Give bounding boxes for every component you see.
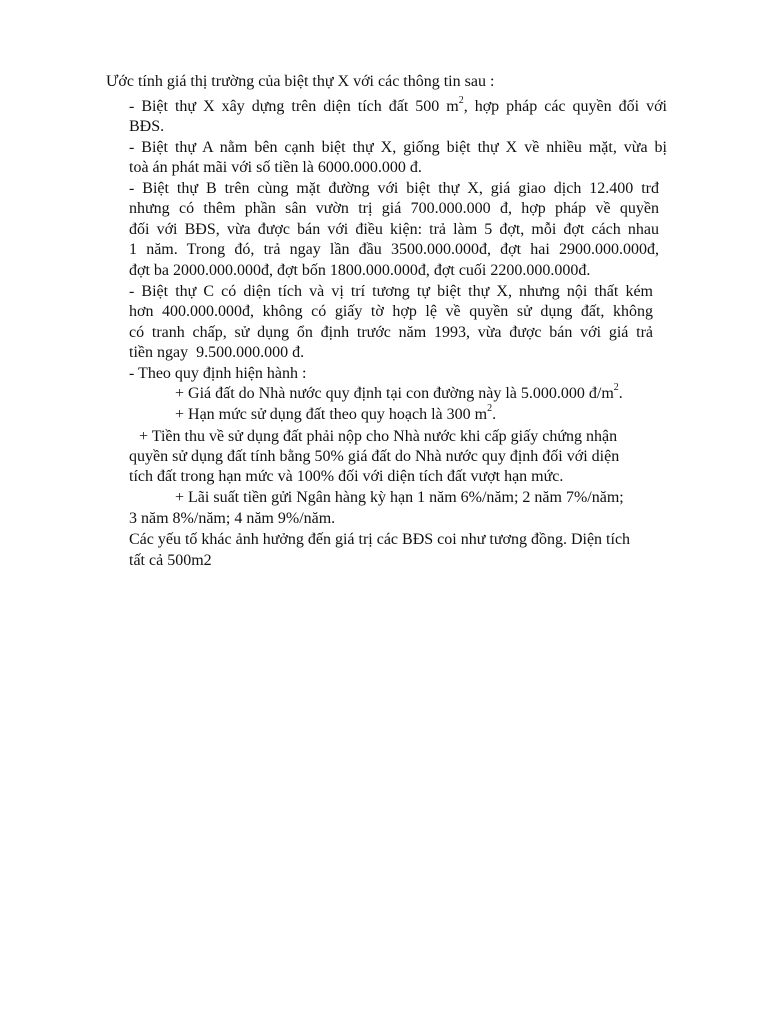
item-b-line-3: đối với BĐS, vừa được bán với điều kiện: trả làm 5 đợt, mỗi đợt cách nhau [129, 221, 659, 238]
item-x-text-a: - Biệt thự X xây dựng trên diện tích đất 500 m [129, 98, 459, 115]
closing-line-1: Các yếu tố khác ảnh hưởng đến giá trị các BĐS coi như tương đồng. Diện tích [129, 531, 631, 548]
regulation-fee-line-3: tích đất trong hạn mức và 100% đối với diện tích đất vượt hạn mức. [129, 468, 564, 485]
land-limit-text-b: . [492, 406, 497, 423]
item-b-line-2: nhưng có thêm phần sân vườn trị giá 700.000.000 đ, hợp pháp về quyền [129, 200, 659, 217]
land-price-text-b: . [618, 385, 623, 402]
land-price-superscript: 2 [613, 381, 619, 393]
item-b-line-5: đợt ba 2000.000.000đ, đợt bốn 1800.000.000đ, đợt cuối 2200.000.000đ. [129, 262, 591, 279]
regulation-fee-line-2: quyền sử dụng đất tính bằng 50% giá đất do Nhà nước quy định đối với diện [129, 448, 620, 465]
regulation-heading: - Theo quy định hiện hành : [129, 365, 307, 382]
land-limit-text-a: + Hạn mức sử dụng đất theo quy hoạch là 300 m [175, 406, 488, 423]
regulation-interest-line-2: 3 năm 8%/năm; 4 năm 9%/năm. [129, 510, 336, 527]
item-c-line-3: có tranh chấp, sử dụng ổn định trước năm 1993, vừa được bán với giá trả [129, 324, 653, 341]
item-b-line-4: 1 năm. Trong đó, trả ngay lần đầu 3500.000.000đ, đợt hai 2900.000.000đ, [129, 241, 659, 258]
item-x-text-b: , hợp pháp các quyền đối với [463, 98, 667, 115]
regulation-interest-line-1: + Lãi suất tiền gửi Ngân hàng kỳ hạn 1 năm 6%/năm; 2 năm 7%/năm; [175, 489, 624, 506]
item-x-line-2: BĐS. [129, 118, 165, 135]
land-price-text-a: + Giá đất do Nhà nước quy định tại con đường này là 5.000.000 đ/m [175, 385, 614, 402]
regulation-land-limit [175, 402, 497, 425]
land-limit-superscript: 2 [487, 402, 493, 414]
item-x-superscript: 2 [458, 94, 464, 106]
regulation-land-price [175, 381, 623, 404]
item-b-line-1: - Biệt thự B trên cùng mặt đường với biệt thự X, giá giao dịch 12.400 trđ [129, 180, 659, 197]
item-c-line-2: hơn 400.000.000đ, không có giấy tờ hợp lệ về quyền sử dụng đất, không [129, 303, 653, 320]
item-a-line-1: - Biệt thự A nằm bên cạnh biệt thự X, giống biệt thự X về nhiều mặt, vừa bị [129, 139, 667, 156]
closing-line-2: tất cả 500m2 [129, 552, 212, 569]
item-c-line-4: tiền ngay 9.500.000.000 đ. [129, 344, 305, 361]
item-x-line-1 [129, 94, 667, 117]
intro-text: Ước tính giá thị trường của biệt thự X với các thông tin sau : [106, 73, 495, 90]
item-c-line-1: - Biệt thự C có diện tích và vị trí tương tự biệt thự X, nhưng nội thất kém [129, 283, 653, 300]
item-a-line-2: toà án phát mãi với số tiền là 6000.000.000 đ. [129, 159, 422, 176]
regulation-fee-line-1: + Tiền thu về sử dụng đất phải nộp cho Nhà nước khi cấp giấy chứng nhận [139, 428, 618, 445]
